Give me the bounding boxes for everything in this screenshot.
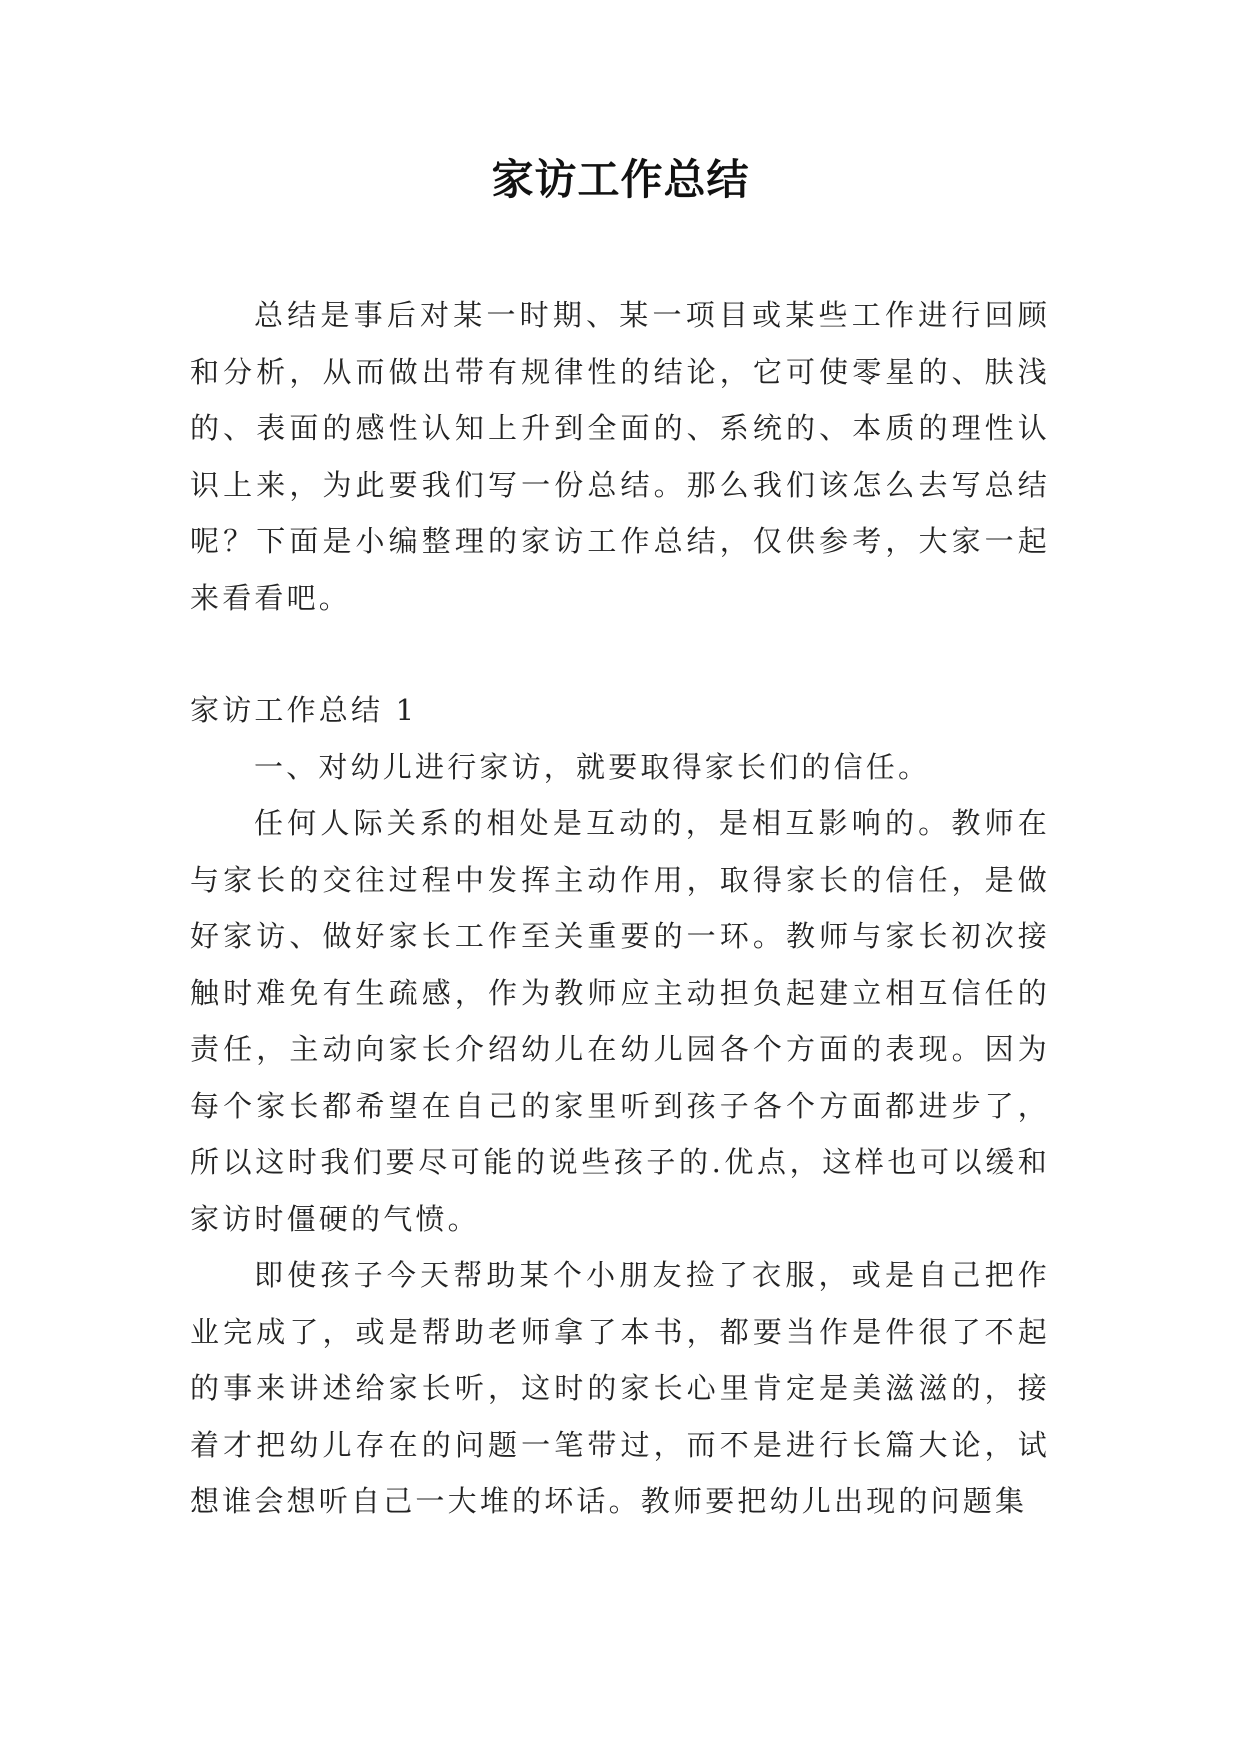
intro-paragraph: 总结是事后对某一时期、某一项目或某些工作进行回顾和分析，从而做出带有规律性的结论，它可使零星的、肤浅的、表面的感性认知上升到全面的、系统的、本质的理性认识上来，为此要我们写一份总结。那么我们该怎么去写总结呢？下面是小编整理的家访工作总结，仅供参考，大家一起来看看吧。 [190,298,1050,615]
point-one-heading: 一、对幼儿进行家访，就要取得家长们的信任。 [254,749,931,784]
document-body [190,287,1050,1530]
body-paragraph-2: 即使孩子今天帮助某个小朋友捡了衣服，或是自己把作业完成了，或是帮助老师拿了本书，都要当作是件很了不起的事来讲述给家长听，这时的家长心里肯定是美滋滋的，接着才把幼儿存在的问题一笔带过，而不是进行长篇大论，试想谁会想听自己一大堆的坏话。教师要把幼儿出现的问题集 [190,1258,1050,1518]
document-title: 家访工作总结 [491,155,750,204]
section-heading: 家访工作总结 1 [190,693,418,727]
body-paragraph-1: 任何人际关系的相处是互动的，是相互影响的。教师在与家长的交往过程中发挥主动作用，取得家长的信任，是做好家访、做好家长工作至关重要的一环。教师与家长初次接触时难免有生疏感，作为教师应主动担负起建立相互信任的责任，主动向家长介绍幼儿在幼儿园各个方面的表现。因为每个家长都希望在自己的家里听到孩子各个方面都进步了，所以这时我们要尽可能的说些孩子的.优点，这样也可以缓和家访时僵硬的气愤。 [190,806,1050,1236]
